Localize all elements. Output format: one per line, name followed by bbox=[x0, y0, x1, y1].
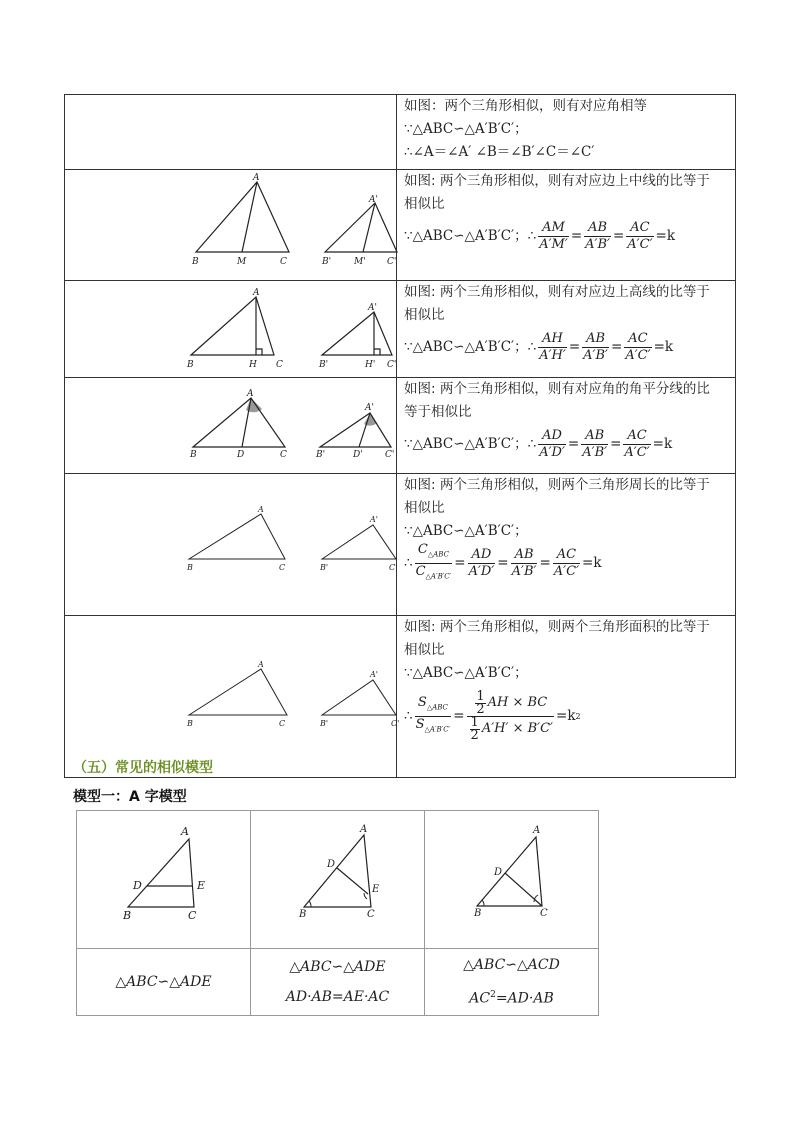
fraction: $\frac{AC}{A'C'}$ bbox=[553, 546, 580, 579]
eq-k: k bbox=[664, 338, 674, 355]
label: C' bbox=[389, 563, 398, 572]
label: D bbox=[494, 867, 503, 878]
triangle-a1b1c1 bbox=[320, 413, 391, 447]
triangle-abc bbox=[189, 669, 287, 715]
label: B bbox=[123, 909, 132, 922]
eq-prefix: ∵△ABC∽△A′B′C′；∴ bbox=[404, 338, 537, 355]
caption-line: △ABC∽△ACD bbox=[463, 957, 560, 974]
label: A' bbox=[368, 303, 377, 313]
label: A' bbox=[369, 195, 378, 205]
label: A bbox=[360, 824, 368, 835]
label: M bbox=[237, 257, 247, 267]
text-line: 相似比 bbox=[404, 307, 445, 323]
bisector-a1d1 bbox=[359, 413, 370, 447]
eq-prefix: ∴ bbox=[404, 707, 413, 724]
row-corresponding-angles bbox=[65, 95, 736, 170]
fraction: $\frac{AB}{A'B'}$ bbox=[583, 330, 609, 363]
similarity-properties-table bbox=[64, 94, 736, 778]
altitude-triangles-figure bbox=[65, 281, 396, 373]
fraction: $\frac{AC}{A'C'}$ bbox=[624, 427, 650, 460]
text-cell bbox=[397, 474, 736, 616]
text-line: 如图: 两个三角形相似，则两个三角形面积的比等于 bbox=[404, 619, 710, 635]
label: A bbox=[533, 825, 541, 836]
label: A' bbox=[365, 403, 374, 413]
caption-line: $AC^2=AD\cdot AB$ bbox=[469, 990, 554, 1007]
text-line: 如图: 两个三角形相似，则有对应边上高线的比等于 bbox=[404, 284, 710, 300]
text-line: ∵△ABC∽△A′B′C′； bbox=[404, 121, 528, 137]
fraction: $\frac{AB}{A'B'}$ bbox=[585, 219, 610, 252]
label: B' bbox=[319, 360, 329, 370]
text-line: 相似比 bbox=[404, 500, 445, 516]
fraction: $\frac{AH}{A'H'}$ bbox=[539, 330, 566, 363]
label: B bbox=[190, 450, 197, 460]
caption-line: △ABC∽△ADE bbox=[115, 974, 212, 990]
label: C bbox=[280, 257, 287, 267]
triangle-abc bbox=[189, 514, 285, 559]
text-cell bbox=[397, 378, 736, 474]
angle-arc bbox=[364, 893, 367, 899]
figure-cell bbox=[65, 474, 397, 616]
text-cell bbox=[397, 95, 736, 170]
median-triangles-figure bbox=[65, 170, 396, 276]
label: D bbox=[327, 859, 336, 870]
label: C bbox=[188, 909, 197, 922]
model-caption bbox=[77, 949, 251, 1016]
label: E bbox=[197, 879, 206, 892]
text-line: 如图: 两个三角形相似，则两个三角形周长的比等于 bbox=[404, 477, 710, 493]
text-line: 相似比 bbox=[404, 196, 445, 212]
median-am bbox=[242, 182, 257, 252]
label: D' bbox=[353, 450, 363, 460]
ratio-equation: ∵△ABC∽△A′B′C′；∴ $\frac{AM}{A'M'}$ = $\frac{AB}{A'B'}$ = $\frac{AC}{A'C'}$ = k bbox=[404, 219, 676, 252]
label: A bbox=[181, 825, 189, 838]
text-line: 等于相似比 bbox=[404, 404, 472, 420]
angle-arc bbox=[309, 901, 311, 907]
captions-row bbox=[77, 949, 599, 1016]
label: E bbox=[372, 884, 380, 895]
segment-cd bbox=[505, 873, 542, 906]
label: C' bbox=[387, 257, 397, 267]
model-caption bbox=[425, 949, 599, 1016]
triangle-a1b1c1 bbox=[325, 203, 397, 252]
label: B bbox=[474, 908, 482, 919]
perimeter-triangles-figure bbox=[65, 474, 396, 611]
row-altitude bbox=[65, 281, 736, 378]
segment-de bbox=[337, 868, 368, 894]
fraction: $\frac{AD}{A'D'}$ bbox=[539, 427, 565, 460]
text-line: 如图: 两个三角形相似，则有对应边上中线的比等于 bbox=[404, 173, 710, 189]
eq-k: k bbox=[666, 227, 676, 244]
label: B' bbox=[320, 719, 329, 728]
text-cell bbox=[397, 170, 736, 281]
text-line: ∵△ABC∽△A′B′C′； bbox=[404, 523, 528, 539]
bisector-ad bbox=[242, 398, 251, 447]
area-triangles-figure bbox=[65, 616, 400, 773]
triangle-a1b1c1 bbox=[322, 312, 392, 355]
label: M' bbox=[354, 257, 366, 267]
model-caption bbox=[251, 949, 425, 1016]
ratio-equation: ∵△ABC∽△A′B′C′；∴ $\frac{AH}{A'H'}$ = $\frac{AB}{A'B'}$ = $\frac{AC}{A'C'}$ = k bbox=[404, 330, 674, 363]
eq-k: k bbox=[593, 554, 602, 571]
figures-row bbox=[77, 811, 599, 949]
fraction: $\frac{AC}{A'C'}$ bbox=[625, 330, 651, 363]
fraction: $\frac{AB}{A'B'}$ bbox=[511, 546, 537, 579]
label: B' bbox=[316, 450, 326, 460]
label: B bbox=[192, 257, 199, 267]
fraction: $\frac{AM}{A'M'}$ bbox=[539, 219, 568, 252]
figure-cell bbox=[65, 281, 397, 378]
median-a1m1 bbox=[363, 203, 375, 252]
perimeter-fraction: $\frac{C_{\triangle ABC}}{C_{\triangle A'B'C'}}$ bbox=[415, 541, 452, 581]
text-cell bbox=[397, 281, 736, 378]
text-line: 相似比 bbox=[404, 642, 445, 658]
angle-arc bbox=[482, 900, 484, 906]
eq-exponent: 2 bbox=[575, 711, 581, 721]
a-model-table bbox=[76, 810, 599, 1016]
label: C bbox=[540, 908, 548, 919]
eq-k: k bbox=[567, 707, 576, 724]
label: C bbox=[279, 719, 286, 728]
ratio-equation: ∴ $\frac{C_{\triangle ABC}}{C_{\triangle A'B'C'}}$ = $\frac{AD}{A'D'}$ = $\frac{AB}{A'B'}$ = $\frac{AC}{A'C'}$ = k bbox=[404, 543, 735, 583]
a-model-figure-2 bbox=[251, 811, 424, 944]
row-median bbox=[65, 170, 736, 281]
text-line: 如图：两个三角形相似，则有对应角相等 bbox=[404, 98, 647, 114]
figure-cell-empty bbox=[65, 95, 397, 170]
label: H' bbox=[365, 360, 376, 370]
label: A bbox=[253, 288, 260, 298]
label: A bbox=[247, 389, 254, 399]
triangle-a1b1c1 bbox=[322, 525, 396, 559]
caption-line: △ABC∽△ADE bbox=[289, 959, 386, 975]
right-angle-mark bbox=[374, 349, 380, 355]
label: B' bbox=[320, 563, 329, 572]
label: A bbox=[258, 660, 264, 669]
model-figure-cell bbox=[425, 811, 599, 949]
bisector-triangles-figure bbox=[65, 378, 396, 469]
area-fraction: $\frac{S_{\triangle ABC}}{S_{\triangle A'B'C'}}$ bbox=[415, 694, 451, 734]
label: B bbox=[187, 719, 193, 728]
label: D bbox=[237, 450, 245, 460]
a-model-figure-3 bbox=[425, 811, 598, 944]
right-angle-mark bbox=[256, 349, 262, 355]
label: C bbox=[279, 563, 286, 572]
compound-fraction: $\frac{1}{2}$ AH × BC $\frac{1}{2}$ A′H′ × B′C′ bbox=[467, 691, 554, 742]
triangle-abc bbox=[191, 297, 274, 355]
label: C' bbox=[391, 719, 400, 728]
figure-cell bbox=[65, 616, 400, 778]
row-perimeter bbox=[65, 474, 736, 616]
row-angle-bisector bbox=[65, 378, 736, 474]
fraction: $\frac{AD}{A'D'}$ bbox=[468, 546, 495, 579]
label: A bbox=[253, 173, 260, 183]
label: A bbox=[258, 505, 264, 514]
triangle-abc bbox=[193, 398, 285, 447]
label: B' bbox=[322, 257, 332, 267]
eq-k: k bbox=[663, 435, 673, 452]
label: B bbox=[299, 909, 307, 920]
label: A' bbox=[370, 515, 378, 524]
label: C bbox=[280, 450, 287, 460]
label: B bbox=[187, 360, 194, 370]
label: D bbox=[133, 879, 142, 892]
triangle-abc bbox=[196, 182, 289, 252]
caption-line: AD·AB=AE·AC bbox=[285, 989, 390, 1005]
section-subtitle: 模型一：A 字模型 bbox=[73, 789, 187, 805]
ratio-equation: ∵△ABC∽△A′B′C′；∴ $\frac{AD}{A'D'}$ = $\frac{AB}{A'B'}$ = $\frac{AC}{A'C'}$ = k bbox=[404, 427, 673, 460]
label: A' bbox=[370, 670, 378, 679]
label: C bbox=[276, 360, 283, 370]
figure-cell bbox=[65, 170, 397, 281]
text-line: ∵△ABC∽△A′B′C′； bbox=[404, 665, 528, 681]
text-cell bbox=[397, 616, 736, 778]
label: C bbox=[367, 909, 375, 920]
area-equation: ∴ $\frac{S_{\triangle ABC}}{S_{\triangle A'B'C'}}$ = $\frac{1}{2}$ AH × BC $\frac{1}{2}$ A′H′ × B′C′ = k 2 bbox=[404, 688, 581, 743]
a-model-figure-1 bbox=[77, 811, 250, 944]
eq-prefix: ∵△ABC∽△A′B′C′；∴ bbox=[404, 435, 537, 452]
model-figure-cell bbox=[251, 811, 425, 949]
eq-prefix: ∴ bbox=[404, 554, 413, 571]
triangle-a1b1c1 bbox=[322, 680, 396, 715]
label: H bbox=[249, 360, 257, 370]
row-area bbox=[65, 616, 736, 778]
label: C' bbox=[385, 450, 395, 460]
fraction: $\frac{AB}{A'B'}$ bbox=[582, 427, 608, 460]
text-line: ∴∠A＝∠A′ ∠B＝∠B′∠C＝∠C′ bbox=[404, 144, 595, 160]
fraction: $\frac{AC}{A'C'}$ bbox=[627, 219, 653, 252]
section-title: （五）常见的相似模型 bbox=[73, 760, 213, 776]
model-figure-cell bbox=[77, 811, 251, 949]
label: C' bbox=[387, 360, 397, 370]
eq-prefix: ∵△ABC∽△A′B′C′；∴ bbox=[404, 227, 537, 244]
text-line: 如图: 两个三角形相似，则有对应角的角平分线的比 bbox=[404, 381, 710, 397]
figure-cell bbox=[65, 378, 397, 474]
label: B bbox=[187, 563, 193, 572]
